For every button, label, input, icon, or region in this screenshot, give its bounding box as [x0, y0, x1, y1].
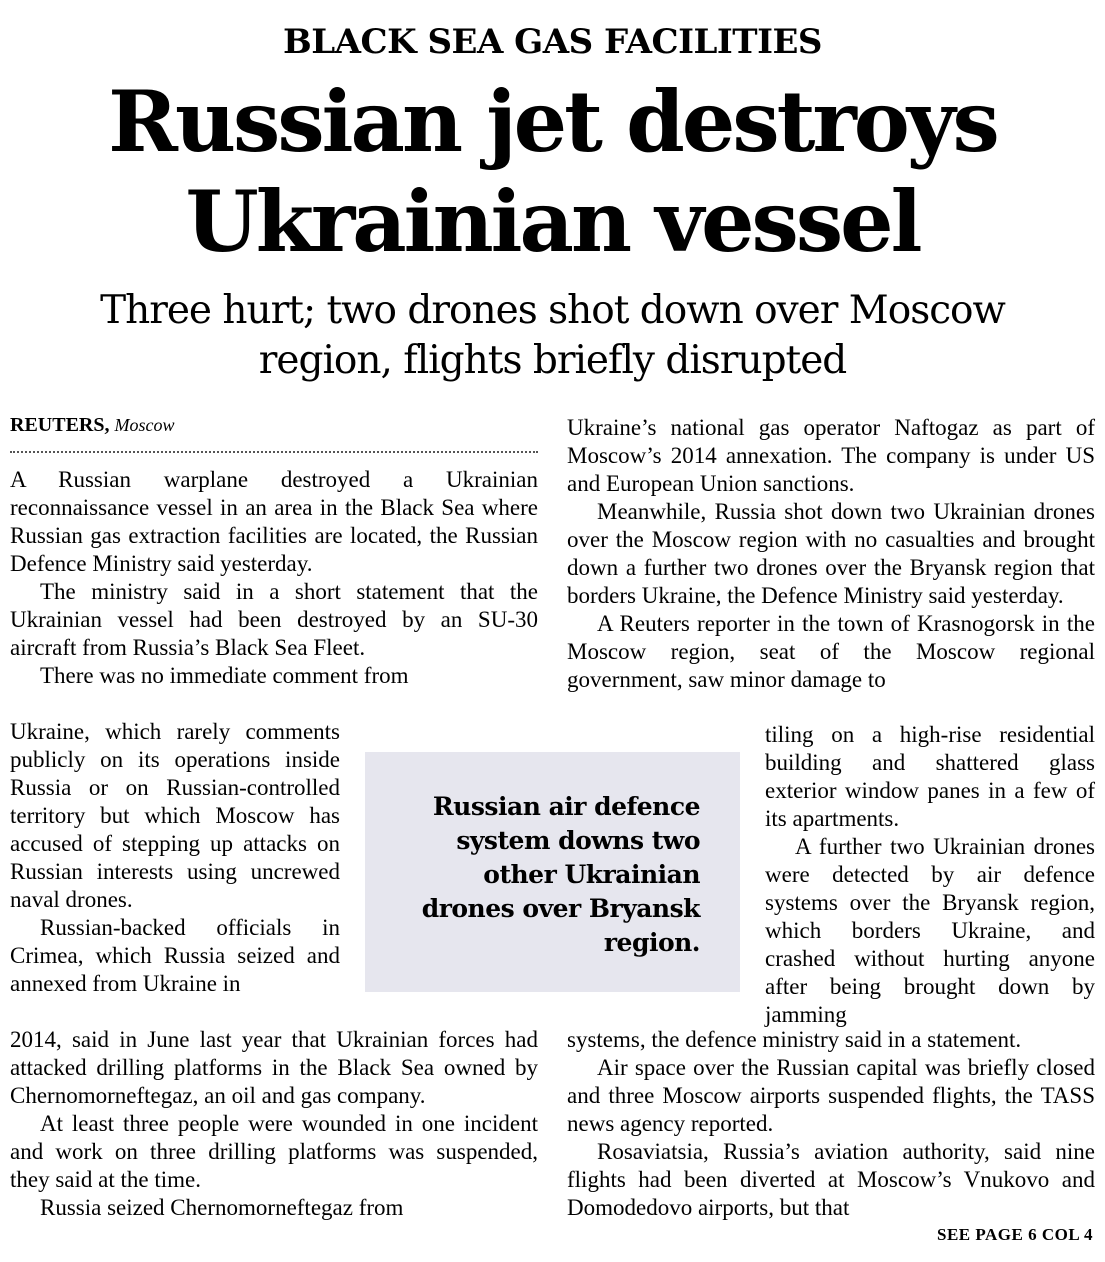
paragraph: A Reuters reporter in the town of Krasnogorsk in the Moscow region, seat of the Moscow regional government, saw minor damage to — [567, 611, 1095, 692]
paragraph: Rosaviatsia, Russia’s aviation authority, said nine flights had been diverted at Moscow’s Vnukovo and Domodedovo airports, but that — [567, 1139, 1095, 1220]
continuation-note: SEE PAGE 6 COL 4 — [937, 1225, 1093, 1244]
right-column-wrap — [765, 721, 1095, 1029]
paragraph: Russia seized Chernomorneftegaz from — [40, 1195, 404, 1220]
byline — [10, 412, 538, 438]
paragraph: Air space over the Russian capital was briefly closed and three Moscow airports suspended flights, the TASS news agency reported. — [567, 1055, 1095, 1136]
left-column-wrap — [10, 718, 340, 998]
subheadline-line-1: Three hurt; two drones shot down over Moscow — [100, 288, 1005, 333]
pull-quote: Russian air defence system downs two other Ukrainian drones over Bryansk region. — [421, 792, 700, 957]
paragraph: At least three people were wounded in one incident and work on three drilling platforms was suspended, they said at the time. — [10, 1111, 538, 1192]
left-column-top — [10, 466, 538, 690]
paragraph: A Russian warplane destroyed a Ukrainian reconnaissance vessel in an area in the Black Sea where Russian gas extraction facilities are located, the Russian Defence Ministry said yesterday. — [10, 467, 538, 576]
kicker: BLACK SEA GAS FACILITIES — [283, 22, 822, 62]
byline-agency: REUTERS, — [10, 414, 110, 436]
pull-quote-box — [365, 752, 740, 992]
right-column-bottom — [567, 1026, 1095, 1222]
paragraph: Ukraine’s national gas operator Naftogaz as part of Moscow’s 2014 annexation. The company is under US and European Union sanctions. — [567, 415, 1095, 496]
subheadline — [40, 286, 1065, 386]
right-column-top — [567, 414, 1095, 694]
byline-divider — [10, 451, 538, 453]
headline — [0, 72, 1105, 272]
headline-line-1: Russian jet destroys — [108, 72, 997, 171]
paragraph: Ukraine, which rarely comments publicly on its operations inside Russia or on Russian-controlled territory but which Moscow has accused of stepping up attacks on Russian interests using uncrewed naval drones. — [10, 719, 340, 912]
paragraph: There was no immediate comment from — [40, 663, 409, 688]
subheadline-line-2: region, flights briefly disrupted — [258, 338, 847, 383]
paragraph: tiling on a high-rise residential building and shattered glass exterior window panes in a few of its apartments. — [765, 722, 1095, 831]
left-column-bottom — [10, 1026, 538, 1222]
headline-line-2: Ukrainian vessel — [185, 172, 920, 271]
paragraph: Meanwhile, Russia shot down two Ukrainian drones over the Moscow region with no casualties and brought down a further two drones over the Bryansk region that borders Ukraine, the Defence Ministry said yesterday. — [567, 499, 1095, 608]
paragraph: 2014, said in June last year that Ukrainian forces had attacked drilling platforms in the Black Sea owned by Chernomorneftegaz, an oil and gas company. — [10, 1027, 538, 1108]
byline-place: Moscow — [114, 415, 175, 435]
paragraph: A further two Ukrainian drones were detected by air defence systems over the Bryansk region, which borders Ukraine, and crashed without hurting anyone after being brought down by jamming — [765, 834, 1095, 1027]
paragraph: systems, the defence ministry said in a statement. — [567, 1027, 1022, 1052]
paragraph: The ministry said in a short statement that the Ukrainian vessel had been destroyed by an SU-30 aircraft from Russia’s Black Sea Fleet. — [10, 579, 538, 660]
paragraph: Russian-backed officials in Crimea, which Russia seized and annexed from Ukraine in — [10, 915, 340, 996]
